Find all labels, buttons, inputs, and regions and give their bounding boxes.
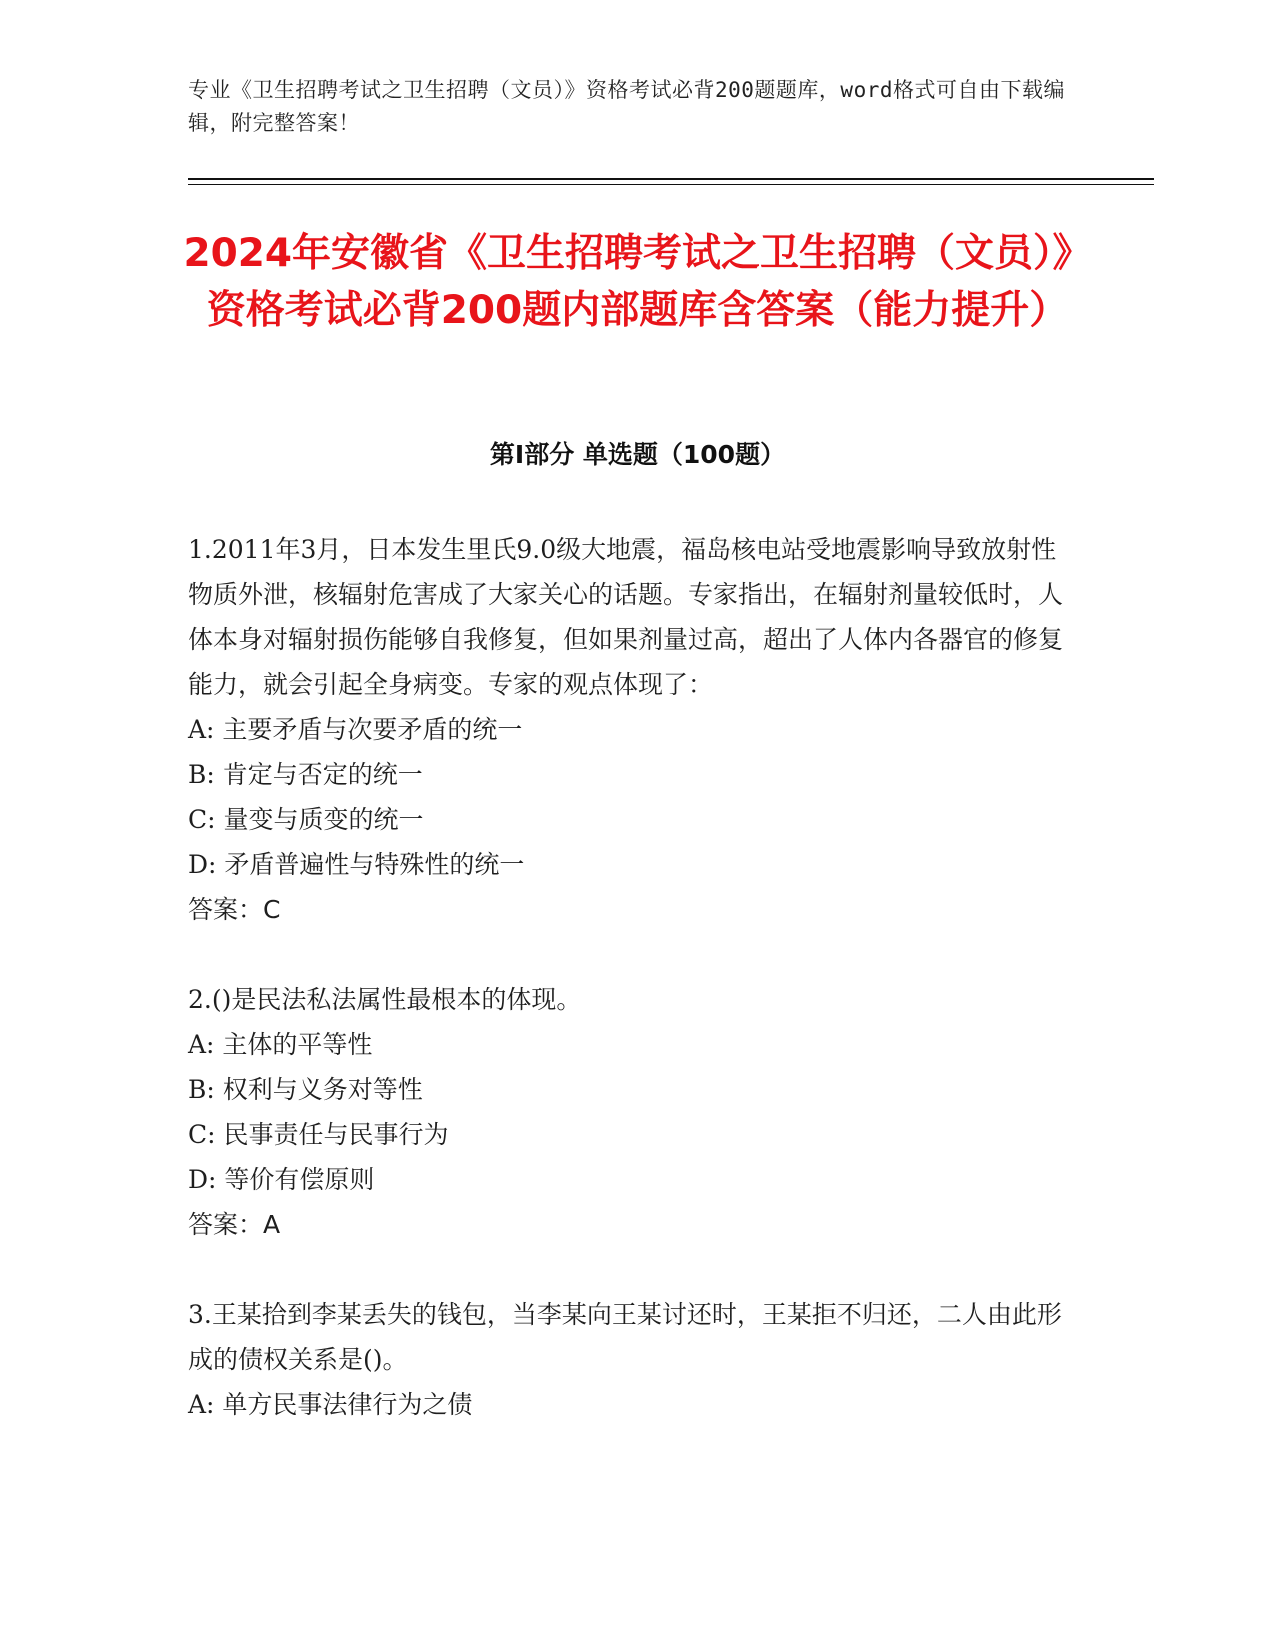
question-stem: 2.()是民法私法属性最根本的体现。 — [188, 985, 582, 1014]
option-d: D: 矛盾普遍性与特殊性的统一 — [188, 850, 525, 879]
answer-line: 答案：C — [188, 895, 281, 924]
question-item — [188, 527, 1068, 932]
option-d: D: 等价有偿原则 — [188, 1165, 375, 1194]
question-item — [188, 977, 1068, 1247]
question-item — [188, 1292, 1068, 1427]
document-title: 2024年安徽省《卫生招聘考试之卫生招聘（文员）》资格考试必背200题内部题库含答案（能力提升） — [183, 231, 1092, 333]
header-rule-thick — [188, 178, 1154, 180]
question-stem: 1.2011年3月，日本发生里氏9.0级大地震，福岛核电站受地震影响导致放射性物质外泄，核辐射危害成了大家关心的话题。专家指出，在辐射剂量较低时，人体本身对辐射损伤能够自我修复，但如果剂量过高，超出了人体内各器官的修复能力，就会引起全身病变。专家的观点体现了： — [188, 535, 1064, 699]
option-a: A: 主体的平等性 — [188, 1030, 373, 1059]
header-note: 专业《卫生招聘考试之卫生招聘（文员）》资格考试必背200题题库，word格式可自由下载编辑，附完整答案！ — [188, 78, 1065, 135]
option-b: B: 肯定与否定的统一 — [188, 760, 423, 789]
section-heading: 第I部分 单选题（100题） — [489, 440, 786, 469]
option-c: C: 量变与质变的统一 — [188, 805, 424, 834]
question-list — [188, 527, 1068, 1472]
question-stem: 3.王某拾到李某丢失的钱包，当李某向王某讨还时，王某拒不归还，二人由此形成的债权关系是()。 — [188, 1300, 1062, 1374]
option-c: C: 民事责任与民事行为 — [188, 1120, 449, 1149]
header-rule-thin — [188, 184, 1154, 185]
option-b: B: 权利与义务对等性 — [188, 1075, 423, 1104]
answer-line: 答案：A — [188, 1210, 281, 1239]
option-a: A: 主要矛盾与次要矛盾的统一 — [188, 715, 523, 744]
option-a: A: 单方民事法律行为之债 — [188, 1390, 473, 1419]
